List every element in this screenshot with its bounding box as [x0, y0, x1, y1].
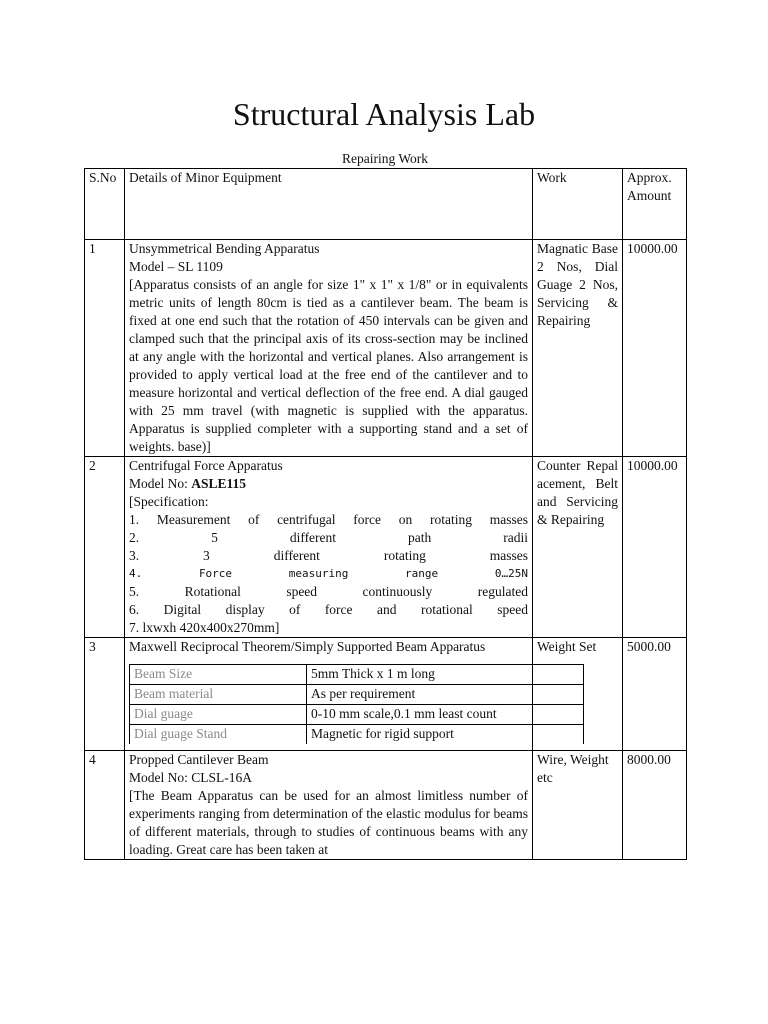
header-work: Work: [533, 169, 623, 240]
table-caption: Repairing Work: [341, 151, 429, 166]
spec-line: 7. lxwxh 420x400x270mm]: [129, 620, 280, 635]
equipment-description: [The Beam Apparatus can be used for an almost limitless number of experiments ranging from determination of the elastic modulus for beams of different materials, through to studies of continuous beams with any loading. Great care has been taken at: [129, 788, 528, 857]
row-amount: 10000.00: [623, 457, 687, 638]
row-details: [125, 240, 533, 457]
spec-value: As per requirement: [307, 685, 584, 705]
spec-value: 5mm Thick x 1 m long: [307, 665, 584, 685]
spec-line: 5. Rotational speed continuously regulated: [129, 584, 528, 599]
spec-label: Beam Size: [130, 665, 307, 685]
table-row: [85, 240, 687, 457]
equipment-name: Centrifugal Force Apparatus: [129, 458, 283, 473]
spec-heading: [Specification:: [129, 494, 209, 509]
spec-value: Magnetic for rigid support: [307, 725, 584, 745]
equipment-model: [129, 475, 528, 493]
equipment-name: Maxwell Reciprocal Theorem/Simply Supported Beam Apparatus: [129, 639, 486, 654]
page-title: Structural Analysis Lab: [232, 96, 536, 132]
equipment-model: Model – SL 1109: [129, 259, 223, 274]
equipment-name: Unsymmetrical Bending Apparatus: [129, 241, 320, 256]
spec-value: 0-10 mm scale,0.1 mm least count: [307, 705, 584, 725]
table-row: [85, 638, 687, 751]
row-sno: 4: [85, 751, 125, 860]
equipment-description: [Apparatus consists of an angle for size 1" x 1" x 1/8" or in equivalents metric units of length 80cm is tied as a cantilever beam. The beam is fixed at one end such that the rotation of 450 intervals can be given and clamped such that the principal axis of its cross-section may be inclined at any angle with the horizontal and vertical planes. Also arrangement is provided to apply vertical load at the free end of the cantilever and to measure horizontal and vertical deflection of the free end. A dial gauged with 25 mm travel (with magnetic is supplied with the apparatus. Apparatus is supplied completer with a supporting stand and a set of weights. base)]: [129, 277, 528, 454]
row-work: Magnatic Base 2 Nos, Dial Guage 2 Nos, Servicing & Repairing: [533, 240, 623, 457]
header-sno: S.No: [85, 169, 125, 240]
model-prefix: Model No:: [129, 476, 192, 491]
spec-label: Dial guage: [130, 705, 307, 725]
row-details: [125, 638, 533, 751]
spec-line: 3. 3 different rotating masses: [129, 548, 528, 563]
row-work: Weight Set: [533, 638, 623, 751]
table-row: [85, 751, 687, 860]
row-work: Wire, Weight etc: [533, 751, 623, 860]
equipment-name: Propped Cantilever Beam: [129, 752, 269, 767]
table-header-row: [85, 169, 687, 240]
row-amount: 8000.00: [623, 751, 687, 860]
spec-line: 4. Force measuring range 0…25N: [129, 567, 528, 580]
header-details: Details of Minor Equipment: [125, 169, 533, 240]
row-sno: 2: [85, 457, 125, 638]
spec-row: [130, 665, 584, 685]
spec-line: 6. Digital display of force and rotational speed: [129, 602, 528, 617]
model-code: ASLE115: [191, 476, 247, 491]
row-work: Counter Repalacement, Belt and Servicing & Repairing: [533, 457, 623, 638]
header-amount: Approx. Amount: [623, 169, 687, 240]
row-sno: 1: [85, 240, 125, 457]
spec-label: Dial guage Stand: [130, 725, 307, 745]
row-amount: 5000.00: [623, 638, 687, 751]
equipment-model: Model No: CLSL-16A: [129, 770, 252, 785]
spec-line: 1. Measurement of centrifugal force on rotating masses: [129, 512, 528, 527]
row-details: [125, 457, 533, 638]
table-row: [85, 457, 687, 638]
spec-row: [130, 685, 584, 705]
equipment-table: [84, 168, 687, 860]
spec-row: [130, 725, 584, 745]
spec-line: 2. 5 different path radii: [129, 530, 528, 545]
row-sno: 3: [85, 638, 125, 751]
spec-table: [129, 664, 584, 744]
row-details: [125, 751, 533, 860]
spec-row: [130, 705, 584, 725]
row-amount: 10000.00: [623, 240, 687, 457]
spec-label: Beam material: [130, 685, 307, 705]
